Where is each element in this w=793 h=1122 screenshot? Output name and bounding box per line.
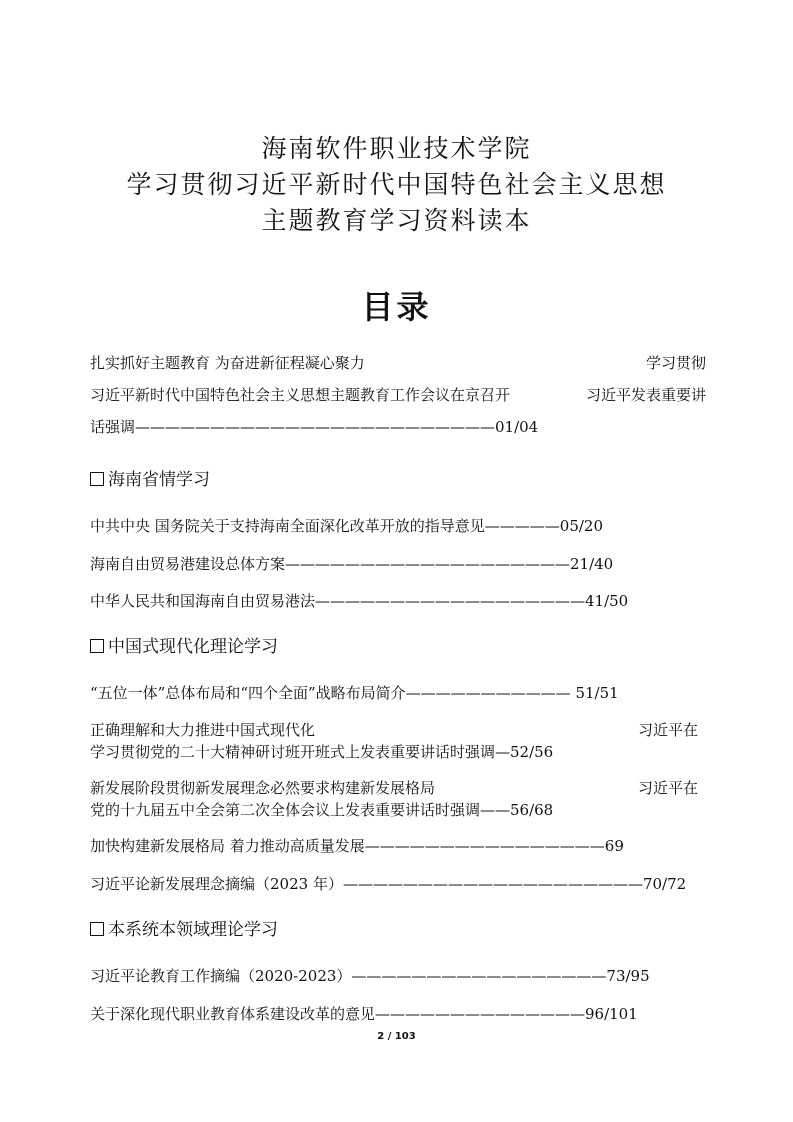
toc-entry-source: 习近平发表重要讲 [585,386,706,404]
toc-entry: 关于深化现代职业教育体系建设改革的意见——————————————96/101 [90,1005,638,1023]
page-number: 2 / 103 [377,1031,416,1042]
page-title-line-3: 主题教育学习资料读本 [261,206,532,235]
toc-entry: 加快构建新发展格局 着力推动高质量发展————————————————69 [90,837,624,855]
toc-entry: 话强调————————————————————————01/04 [90,418,539,436]
toc-entry [90,353,706,373]
toc-entry: 中共中央 国务院关于支持海南全面深化改革开放的指导意见—————05/20 [90,517,603,535]
section-heading [90,919,278,941]
section-heading [90,636,278,658]
checkbox-icon [90,639,104,653]
toc-entry [90,720,706,740]
section-heading-text: 本系统本领域理论学习 [108,920,278,940]
toc-entry [90,385,706,405]
toc-entry-source: 习近平在 [637,779,698,797]
section-heading-text: 海南省情学习 [108,470,210,490]
checkbox-icon [90,472,104,486]
toc-entry-source: 学习贯彻 [645,354,706,372]
toc-entry-source: 习近平在 [637,721,698,739]
toc-entry: 党的十九届五中全会第二次全体会议上发表重要讲话时强调——56/68 [90,801,554,819]
toc-entry: 学习贯彻党的二十大精神研讨班开班式上发表重要讲话时强调—52/56 [90,743,554,761]
checkbox-icon [90,922,104,936]
page-title-line-2: 学习贯彻习近平新时代中国特色社会主义思想 [126,170,667,199]
toc-entry-title: 扎实抓好主题教育 为奋进新征程凝心聚力 [90,354,365,372]
toc-entry: 习近平论新发展理念摘编（2023 年）————————————————————70/72 [90,875,687,893]
toc-entry-title: 新发展阶段贯彻新发展理念必然要求构建新发展格局 [90,779,436,797]
toc-entry: 中华人民共和国海南自由贸易港法——————————————————41/50 [90,592,629,610]
toc-entry [90,778,706,798]
section-heading-text: 中国式现代化理论学习 [108,637,278,657]
toc-entry: “五位一体”总体布局和“四个全面”战略布局简介——————————— 51/51 [90,684,619,702]
toc-entry-title: 习近平新时代中国特色社会主义思想主题教育工作会议在京召开 [90,386,511,404]
toc-entry: 海南自由贸易港建设总体方案———————————————————21/40 [90,555,614,573]
toc-heading: 目录 [361,288,432,326]
toc-entry: 习近平论教育工作摘编（2020-2023）—————————————————73/95 [90,967,650,985]
section-heading [90,469,210,491]
toc-entry-title: 正确理解和大力推进中国式现代化 [90,721,316,739]
page-title-line-1: 海南软件职业技术学院 [261,134,532,163]
